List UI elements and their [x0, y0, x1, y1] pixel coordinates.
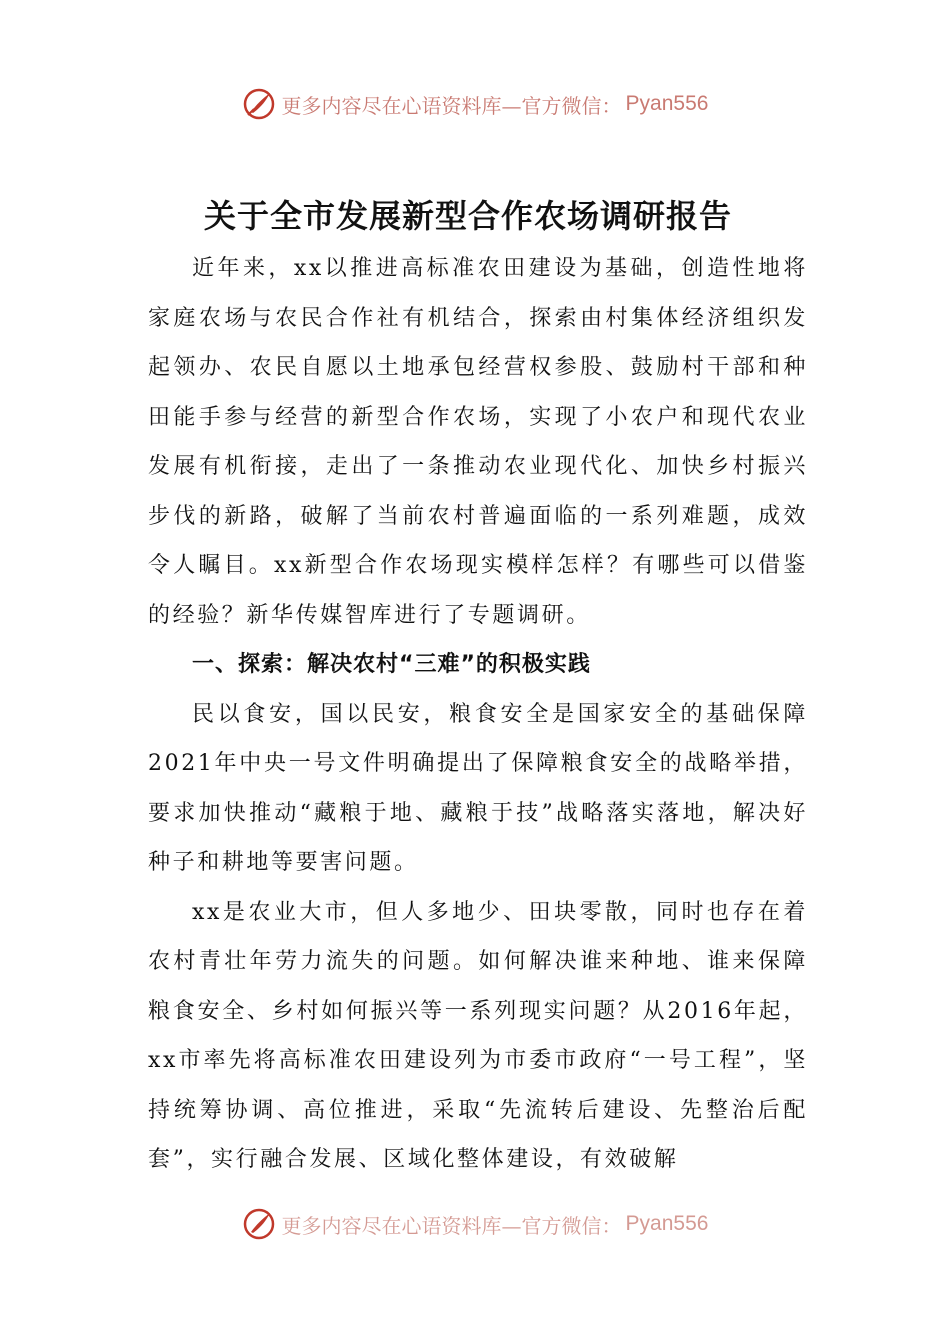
- intro-paragraph: 近年来，xx以推进高标准农田建设为基础，创造性地将家庭农场与农民合作社有机结合，探索由村集体经济组织发起领办、农民自愿以土地承包经营权参股、鼓励村干部和种田能手参与经营的新型合作农场，实现了小农户和现代农业发展有机衔接，走出了一条推动农业现代化、加快乡村振兴步伐的新路，破解了当前农村普遍面临的一系列难题，成效令人瞩目。xx新型合作农场现实模样怎样？有哪些可以借鉴的经验？新华传媒智库进行了专题调研。: [148, 256, 808, 628]
- document-page: [148, 190, 808, 1185]
- watermark-header: [0, 80, 950, 128]
- watermark-footer: [0, 1200, 950, 1248]
- watermark-text: 更多内容尽在心语资料库—官方微信：: [281, 1213, 622, 1238]
- watermark-wechat-id: Pyan556: [625, 92, 709, 115]
- quill-logo-icon: [242, 87, 276, 121]
- paragraph-2: 民以食安，国以民安，粮食安全是国家安全的基础保障2021年中央一号文件明确提出了保障粮食安全的战略举措，要求加快推动“藏粮于地、藏粮于技”战略落实落地，解决好种子和耕地等要害问题。: [148, 701, 808, 875]
- paragraph-3: xx是农业大市，但人多地少、田块零散，同时也存在着农村青壮年劳力流失的问题。如何解决谁来种地、谁来保障粮食安全、乡村如何振兴等一系列现实问题？从2016年起，xx市率先将高标准农田建设列为市委市政府“一号工程”，坚持统筹协调、高位推进，采取“先流转后建设、先整治后配套”，实行融合发展、区域化整体建设，有效破解: [148, 899, 808, 1172]
- document-title: 关于全市发展新型合作农场调研报告: [203, 197, 732, 235]
- watermark-text: 更多内容尽在心语资料库—官方微信：: [281, 93, 622, 118]
- watermark-wechat-id: Pyan556: [625, 1212, 709, 1235]
- quill-logo-icon: [242, 1207, 276, 1241]
- section-heading-1: 一、探索：解决农村“三难”的积极实践: [192, 652, 591, 677]
